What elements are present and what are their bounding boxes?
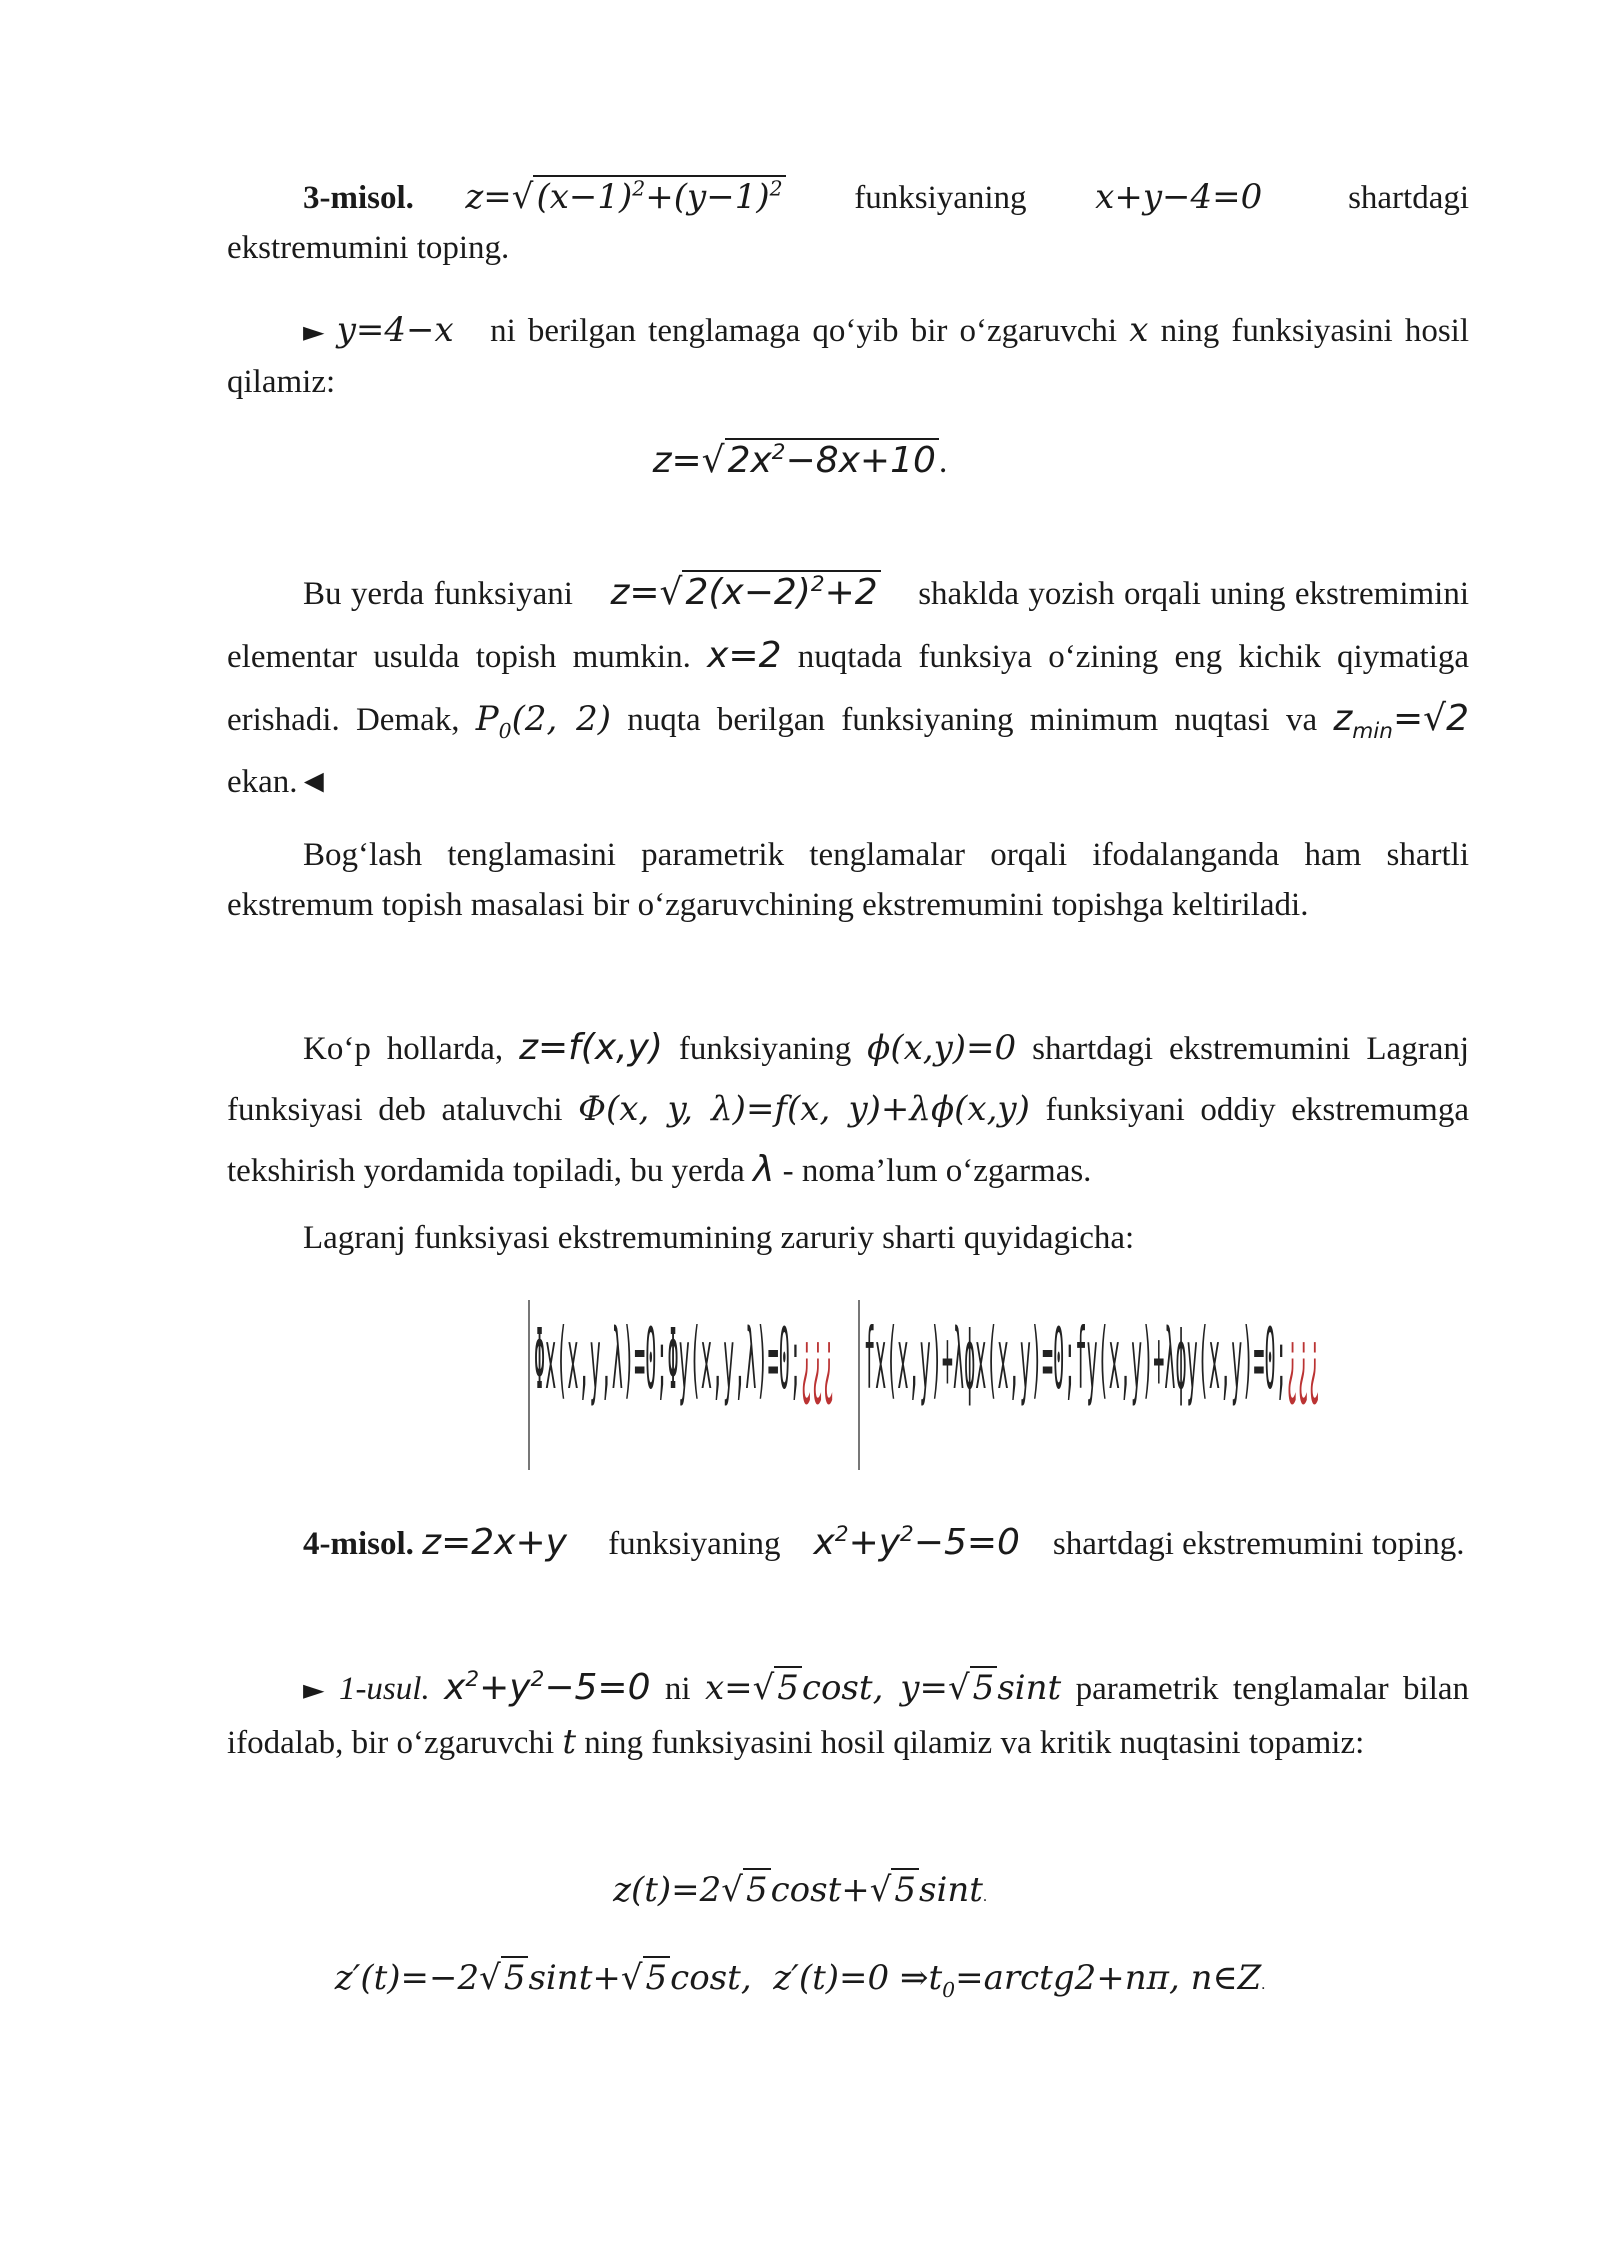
example-3-paragraph [227,172,1469,273]
method-condition: $x^2+y^2-5=0$ [444,1667,651,1708]
elementary-expression: $z=√2(x-2)^2+2$ [610,570,880,613]
point-x-equals-2: x=2 [707,635,782,676]
elementary-text-1: Bu yerda funksiyani [303,576,573,612]
function-f: z=f(x,y) [519,1027,663,1068]
example-4-text-1: funksiyaning [608,1526,781,1562]
lagrange-text-3: shartdagi ekstremumini Lagranj funksiyasi deb ataluvchi [227,1031,1470,1128]
example-4-text-2: shartdagi ekstremumini toping. [1052,1526,1465,1562]
lagrange-system [0,1300,1600,1470]
constraint-phi: ϕ(x,y)=0 [867,1028,1017,1068]
example-4-paragraph [227,1518,1469,1569]
elementary-text-3: nuqtada funksiya o‘zining eng kichik qiymatiga erishadi. Demak, [227,639,1470,738]
method-label: 1-usul. [338,1671,430,1707]
elementary-paragraph [227,562,1469,813]
example-4-label: 4-misol. [303,1526,414,1562]
lagrange-function: Φ(x, y, λ)=f(x, y)+λϕ(x,y) [578,1089,1030,1129]
example-3-formula: $z=√(x-1)^2+(y-1)^2$ [465,175,785,217]
lagrange-text-1: Ko‘p hollarda, [303,1031,504,1067]
example-3-text-2: shartdagi [1348,180,1470,216]
point-p0: $P_0(2$, 2) [475,699,612,743]
equation-3: z′(t)=−2√5sint+√5cost, z′(t)=0 $\Rightarrow t_0=arctg2+n\pi$, n∈Z. [334,1958,1266,2002]
start-marker: ► [303,315,325,348]
lambda-symbol: λ [753,1149,775,1190]
start-marker-2: ► [303,1673,325,1706]
substitution-expression: y=4−x [336,310,454,350]
lagrange-paragraph [227,1018,1469,1201]
equation-1: $z=√2x^2-8x+10$. [652,440,948,481]
lagrange-text-5: - noma’lum o‘zgarmas. [782,1153,1092,1189]
elementary-text-4: nuqta berilgan funksiyaning minimum nuqtasi va [627,702,1318,738]
elementary-text-2: shaklda yozish orqali uning ekstremimini elementar usulda topish mumkin. [227,576,1470,675]
example-4-condition: $x^2+y^2-5=0$ [813,1522,1020,1563]
lagrange-text-2: funksiyaning [678,1031,852,1067]
substitution-text-2: ning funksiyasini hosil qilamiz: [227,313,1470,400]
example-3-condition: x+y−4=0 [1095,177,1263,217]
example-3-label: 3-misol. [303,180,414,216]
right-system-equations: fx(x,y)+λϕx(x,y)=0;fy(x,y)+λϕy(x,y)=0;¿¿¿ [864,1312,1321,1409]
left-system-equations: Φx(x,y,λ)=0;Φy(x,y,λ)=0;¿¿¿ [534,1312,835,1409]
example-4-formula: z=2x+y [422,1522,567,1563]
example-3-text-1: funksiyaning [854,180,1027,216]
method-text-3: ning funksiyasini hosil qilamiz va kritik nuqtasini topamiz: [584,1725,1365,1761]
example-3-text-3: ekstremumini toping. [227,230,510,266]
necessary-condition-text: Lagranj funksiyasi ekstremumining zaruriy sharti quyidagicha: [303,1220,1135,1256]
method-1-paragraph [227,1662,1469,1769]
z-min-value: $z_{min}=√2$ [1333,698,1469,745]
elementary-text-5: ekan.◄ [227,764,331,800]
method-text-2: parametrik tenglamalar bilan ifodalab, bir o‘zgaruvchi [227,1671,1470,1761]
substitution-paragraph [227,305,1469,407]
variable-x: x [1129,310,1149,350]
equation-2: z(t)=2√5cost+√5sint. [613,1870,987,1910]
parametric-paragraph: Bog‘lash tenglamasini parametrik tenglamalar orqali ifodalanganda ham shartli ekstremum topish masalasi bir o‘zgaruvchining ekstremumini topishga keltiriladi. [227,837,1469,923]
substitution-text-1: ni berilgan tenglamaga qo‘yib bir o‘zgaruvchi [490,313,1118,349]
method-text-1: ni [664,1671,691,1707]
parametrization: x=√5cost, y=√5sint [704,1668,1062,1708]
lagrange-text-4: funksiyani oddiy ekstremumga tekshirish yordamida topiladi, bu yerda [227,1092,1469,1189]
variable-t: t [562,1722,577,1762]
